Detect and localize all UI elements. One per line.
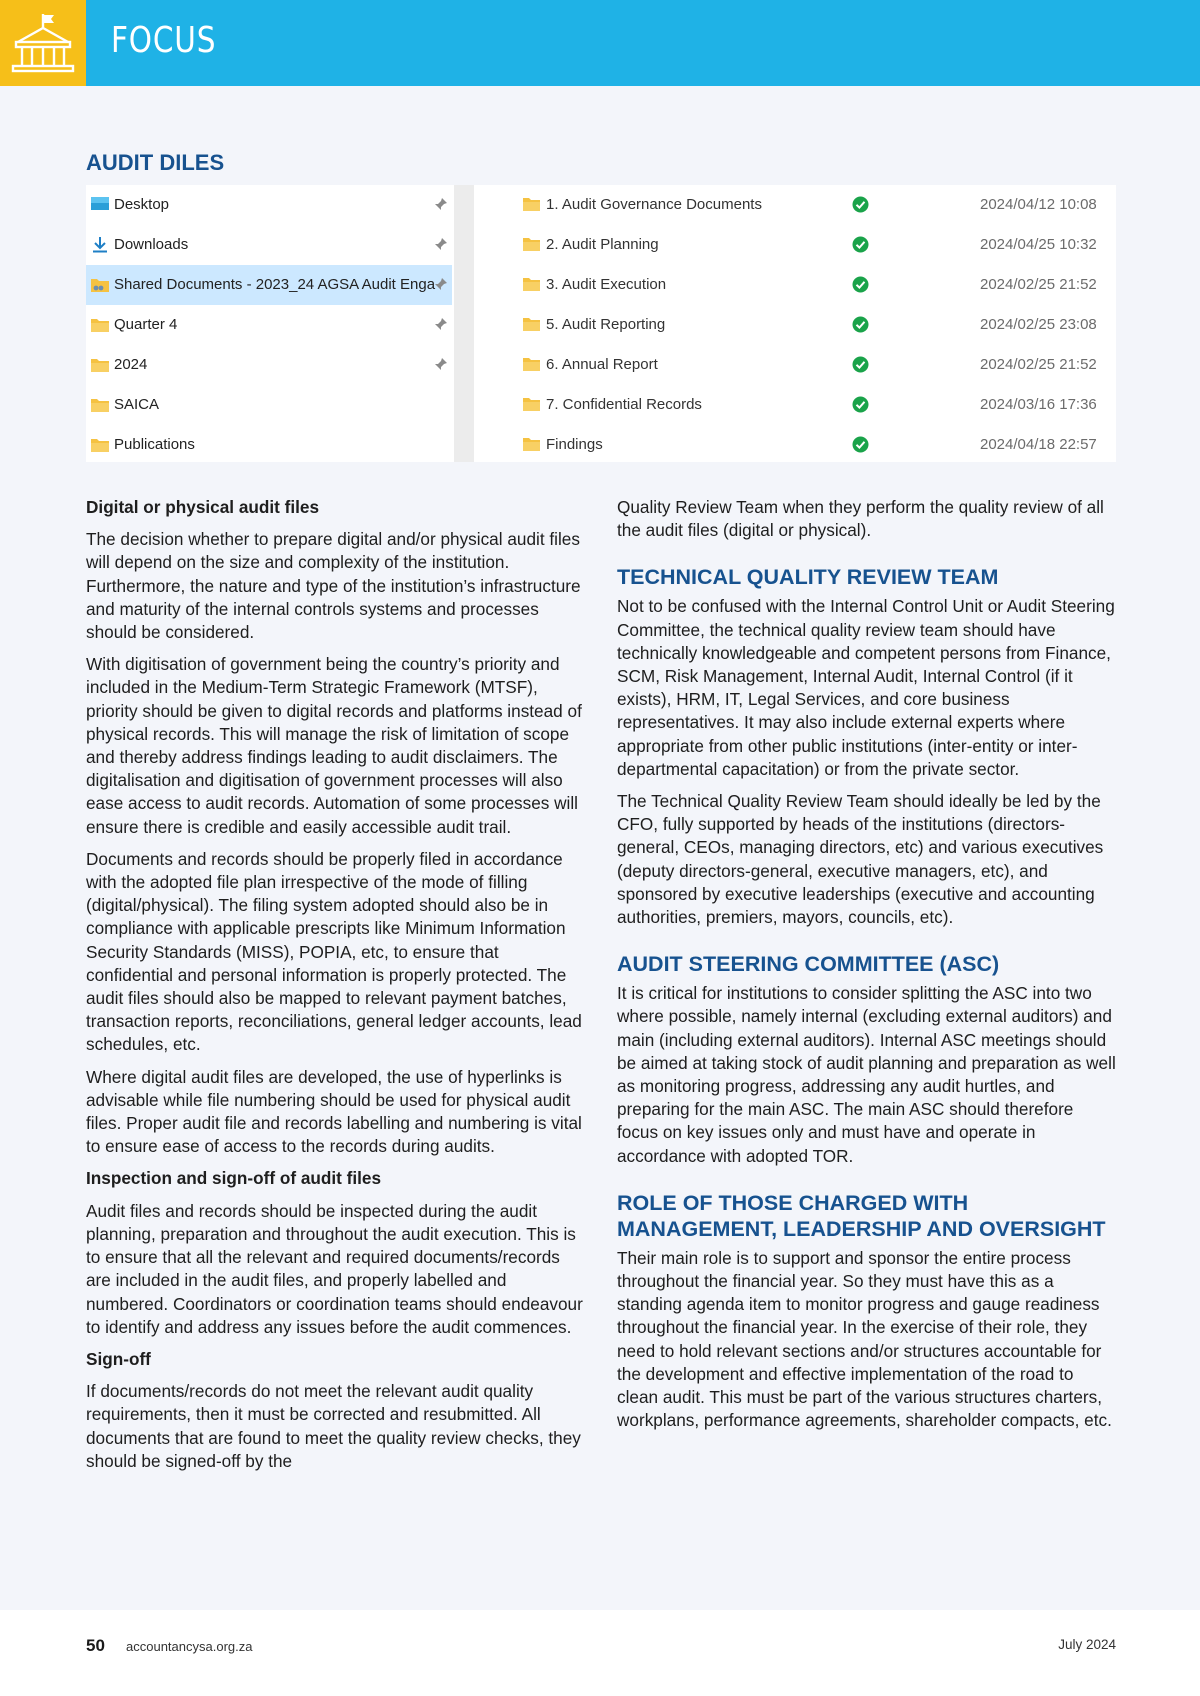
body-paragraph: Their main role is to support and sponsor the entire process throughout the financial year. So they must have this as a standing agenda item to monitor progress and gauge readiness throughout the financial year. In the exercise of their role, they need to hold relevant sections and/or structures accountable for the development and effective implementation of the road to clean audit. This must be part of the various structures charters, workplans, performance agreements, shareholder compacts, etc. <box>617 1247 1112 1431</box>
synced-check-icon <box>852 276 869 293</box>
folder-icon <box>522 317 541 332</box>
pin-icon <box>434 277 448 291</box>
folder-icon <box>522 197 541 212</box>
file-row[interactable] <box>516 225 1116 265</box>
synced-check-icon <box>852 236 869 253</box>
folder-icon <box>522 277 541 292</box>
file-date: 2024/02/25 21:52 <box>980 276 1097 293</box>
file-row[interactable] <box>516 385 1116 425</box>
heading-technical-quality-review-team: TECHNICAL QUALITY REVIEW TEAM <box>617 565 999 590</box>
file-name: 7. Confidential Records <box>546 396 702 413</box>
folder-icon <box>522 397 541 412</box>
file-row[interactable] <box>516 345 1116 385</box>
header-icon-box <box>0 0 86 86</box>
nav-item-publications[interactable] <box>86 425 452 465</box>
download-icon <box>90 236 110 253</box>
file-date: 2024/02/25 23:08 <box>980 316 1097 333</box>
nav-item-saica[interactable] <box>86 385 452 425</box>
body-paragraph: Documents and records should be properly filed in accordance with the adopted file plan irrespective of the mode of filling (digital/physical). The filing system adopted should also be in compliance with applicable prescripts like Minimum Information Security Standards (MISS), POPIA, etc, to ensure that confidential and personal information is properly protected. The audit files should also be mapped to relevant payment batches, transaction reports, reconciliations, general ledger accounts, lead schedules, etc. <box>86 848 582 1055</box>
file-date: 2024/04/25 10:32 <box>980 236 1097 253</box>
nav-item-label: 2024 <box>114 356 148 373</box>
body-paragraph: If documents/records do not meet the relevant audit quality requirements, then it must be corrected and resubmitted. All documents that are found to meet the quality review checks, they should be signed-off by the <box>86 1381 581 1471</box>
file-name: 3. Audit Execution <box>546 276 667 293</box>
synced-check-icon <box>852 396 869 413</box>
desktop-icon <box>90 196 110 213</box>
synced-check-icon <box>852 436 869 453</box>
page-number: 50 <box>86 1636 105 1655</box>
file-name: 5. Audit Reporting <box>546 316 666 333</box>
pin-icon <box>434 237 448 251</box>
folder-icon <box>522 437 541 452</box>
body-paragraph: Where digital audit files are developed, the use of hyperlinks is advisable while file numbering should be used for physical audit files. Proper audit file and records labelling and numbering is vital to ensure ease of access to the records during audits. <box>86 1066 582 1157</box>
folder-icon <box>90 316 110 333</box>
footer-website: accountancysa.org.za <box>126 1639 253 1654</box>
pin-icon <box>434 357 448 371</box>
body-paragraph: It is critical for institutions to consider splitting the ASC into two where possible, namely internal (excluding external auditors) and main (including external auditors). Internal ASC meetings should be aimed at taking stock of audit planning and preparation as well as monitoring progress, addressing any audit hurtles, and preparing for the main ASC. The main ASC should therefore focus on key issues only and must have and operate in accordance with adopted TOR. <box>617 983 1116 1166</box>
file-date: 2024/02/25 21:52 <box>980 356 1097 373</box>
nav-item-shared-documents[interactable] <box>86 265 452 305</box>
nav-item-label: Quarter 4 <box>114 316 178 333</box>
body-paragraph: Audit files and records should be inspected during the audit planning, preparation and throughout the audit execution. This is to ensure that all the relevant and required documents/records are included in the audit files, and properly labelled and numbered. Coordinators or coordination teams should endeavour to identify and address any issues before the audit commences. <box>86 1200 583 1337</box>
body-paragraph: The decision whether to prepare digital and/or physical audit files will depend on the size and complexity of the institution. Furthermore, the nature and type of the institution’s infrastructure and maturity of the internal controls systems and processes should be considered. <box>86 529 581 643</box>
folder-icon <box>522 237 541 252</box>
body-paragraph: With digitisation of government being the country’s priority and included in the Medium-Term Strategic Framework (MTSF), priority should be given to digital records and platforms instead of physical records. This will manage the risk of limitation of scope and thereby address findings leading to audit disclaimers. The digitalisation and digitisation of government processes will also ease access to audit records. Automation of some processes will ensure there is credible and easily accessible audit trail. <box>86 654 582 837</box>
file-name: 1. Audit Governance Documents <box>546 196 762 213</box>
subheading-digital-physical: Digital or physical audit files <box>86 497 320 517</box>
folder-icon <box>90 356 110 373</box>
folder-icon <box>90 436 110 453</box>
file-row[interactable] <box>516 185 1116 225</box>
body-paragraph: Quality Review Team when they perform the quality review of all the audit files (digital or physical). <box>617 497 1104 541</box>
subheading-signoff: Sign-off <box>86 1348 151 1369</box>
folder-icon <box>90 396 110 413</box>
navigation-scrollbar[interactable] <box>454 185 474 462</box>
nav-item-quarter-4[interactable] <box>86 305 452 345</box>
heading-audit-steering-committee: AUDIT STEERING COMMITTEE (ASC) <box>617 952 1000 977</box>
file-row[interactable] <box>516 265 1116 305</box>
nav-item-label: Desktop <box>114 196 170 213</box>
nav-item-desktop[interactable] <box>86 185 452 225</box>
nav-item-label: Publications <box>114 436 195 453</box>
nav-item-downloads[interactable] <box>86 225 452 265</box>
body-paragraph: The Technical Quality Review Team should ideally be led by the CFO, fully supported by heads of the institutions (directors-general, CEOs, managing directors, etc) and various executives (deputy directors-general, executive managers, etc), and sponsored by executive leaderships (executive and accounting authorities, premiers, mayors, councils, etc). <box>617 791 1104 928</box>
nav-item-label: SAICA <box>114 396 160 413</box>
file-name: Findings <box>546 436 603 453</box>
nav-item-label: Shared Documents - 2023_24 AGSA Audit Enga <box>114 276 436 293</box>
file-name: 6. Annual Report <box>546 356 658 373</box>
page-header <box>0 0 1200 86</box>
subheading-inspection: Inspection and sign-off of audit files <box>86 1168 382 1189</box>
building-flag-icon <box>10 12 76 74</box>
synced-check-icon <box>852 316 869 333</box>
file-date: 2024/04/12 10:08 <box>980 196 1097 213</box>
heading-role-of-those-charged: ROLE OF THOSE CHARGED WITH MANAGEMENT, LEADERSHIP AND OVERSIGHT <box>617 1190 1106 1241</box>
file-explorer-screenshot <box>86 185 1116 462</box>
file-row[interactable] <box>516 305 1116 345</box>
right-column <box>617 496 1117 1442</box>
navigation-pane <box>86 185 452 462</box>
file-date: 2024/04/18 22:57 <box>980 436 1097 453</box>
synced-check-icon <box>852 356 869 373</box>
file-date: 2024/03/16 17:36 <box>980 396 1097 413</box>
nav-item-2024[interactable] <box>86 345 452 385</box>
body-paragraph: Not to be confused with the Internal Control Unit or Audit Steering Committee, the technical quality review team should have technically knowledgeable and competent persons from Finance, SCM, Risk Management, Internal Audit, Internal Control (if it exists), HRM, IT, Legal Services, and core business representatives. It may also include external experts where appropriate from other public institutions (inter-entity or inter-departmental capacitation) or from the private sector. <box>617 596 1115 779</box>
file-name: 2. Audit Planning <box>546 236 659 253</box>
synced-check-icon <box>852 196 869 213</box>
audit-diles-heading: AUDIT DILES <box>86 150 225 175</box>
pin-icon <box>434 317 448 331</box>
left-column <box>86 496 584 1482</box>
nav-item-label: Downloads <box>114 236 189 253</box>
folder-icon <box>522 357 541 372</box>
shared-folder-icon <box>90 276 110 293</box>
file-list <box>516 185 1116 462</box>
file-row[interactable] <box>516 425 1116 465</box>
footer-issue-date: July 2024 <box>1058 1637 1116 1652</box>
section-title: FOCUS <box>111 20 217 61</box>
pin-icon <box>434 197 448 211</box>
